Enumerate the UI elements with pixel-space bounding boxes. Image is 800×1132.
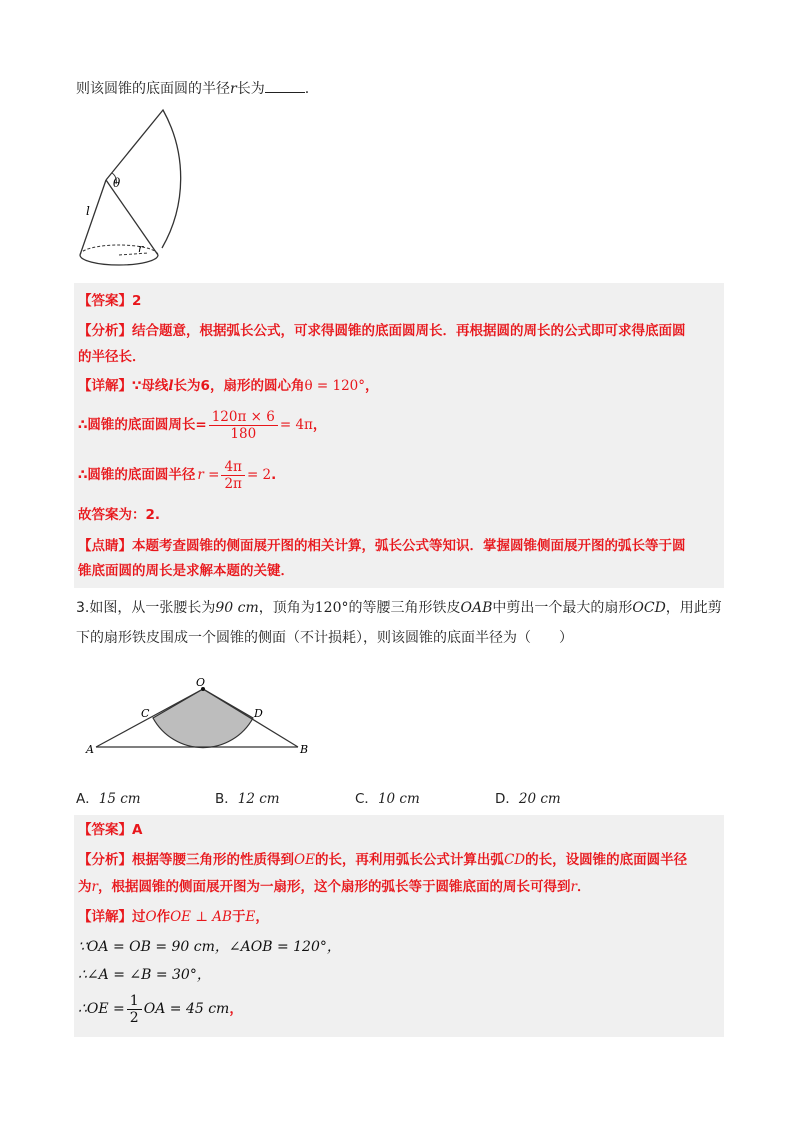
analysis-line-1: 【分析】结合题意，根据弧长公式，可求得圆锥的底面圆周长．再根据圆的周长的公式即可求得底面圆 xyxy=(78,323,686,339)
answer-blank xyxy=(265,78,305,93)
final-answer: 故答案为：2. xyxy=(78,507,161,523)
point-C: C xyxy=(141,707,150,720)
solution-box-q3 xyxy=(74,815,724,1037)
q3-stem-line-2: 下的扇形铁皮围成一个圆锥的侧面（不计损耗），则该圆锥的底面半径为（ ） xyxy=(76,630,573,646)
fraction-half: $\frac{1}{2}$ xyxy=(127,993,142,1026)
triangle-sector-figure xyxy=(82,672,322,762)
analysis-line-2: 的半径长． xyxy=(78,349,146,365)
comment-line-1: 【点睛】本题考查圆锥的侧面展开图的相关计算，弧长公式等知识．掌握圆锥侧面展开图的弧长等于圆 xyxy=(78,538,686,554)
detail-line-4: ∴OE = $\frac{1}{2}$ OA = 45 cm ， xyxy=(78,992,243,1026)
label-l: l xyxy=(86,204,90,218)
cone-sector-figure xyxy=(70,105,310,275)
analysis-line-1: 【分析】根据等腰三角形的性质得到OE的长，再利用弧长公式计算出弧CD的长，设圆锥的底面圆半径 xyxy=(78,852,688,868)
comment-line-2: 锥底面圆的周长是求解本题的关键． xyxy=(78,563,294,579)
fraction-circumference: $\frac{120\pi \times 6}{180}$ xyxy=(209,409,278,442)
point-O: O xyxy=(196,676,206,689)
option-b[interactable]: B．12 cm xyxy=(215,791,280,807)
q2-stem: 则该圆锥的底面圆的半径r长为 . xyxy=(76,78,309,99)
detail-line-1: 【详解】∵母线l长为6，扇形的圆心角θ = 120°， xyxy=(78,378,379,394)
answer-line: 【答案】2 xyxy=(78,293,142,309)
detail-line-3: ∴∠A = ∠B = 30°， xyxy=(78,967,211,983)
label-theta: θ xyxy=(113,176,121,190)
fraction-radius: $\frac{4\pi}{2\pi}$ xyxy=(221,459,244,492)
option-d[interactable]: D．20 cm xyxy=(495,791,561,807)
detail-line-2: ∴圆锥的底面圆周长= $\frac{120\pi \times 6}{180}$ = 4π ， xyxy=(78,408,327,442)
detail-line-1: 【详解】过O作OE ⊥ AB于E， xyxy=(78,909,269,925)
solution-box-q2 xyxy=(74,283,724,588)
point-A: A xyxy=(86,743,94,756)
option-c[interactable]: C．10 cm xyxy=(355,791,420,807)
detail-line-3: ∴圆锥的底面圆半径 r = $\frac{4\pi}{2\pi}$ = 2 . xyxy=(78,458,277,492)
analysis-line-2: 为r，根据圆锥的侧面展开图为一扇形，这个扇形的弧长等于圆锥底面的周长可得到r． xyxy=(78,879,591,895)
answer-line: 【答案】A xyxy=(78,822,143,838)
point-B: B xyxy=(300,743,309,756)
q3-stem-line-1: 3.如图，从一张腰长为90 cm，顶角为120°的等腰三角形铁皮OAB中剪出一个最大的扇形OCD，用此剪 xyxy=(76,600,722,616)
option-a[interactable]: A．15 cm xyxy=(76,791,141,807)
point-D: D xyxy=(254,707,263,720)
label-r: r xyxy=(138,242,144,255)
detail-line-2: ∵OA = OB = 90 cm，∠AOB = 120°， xyxy=(78,939,341,955)
